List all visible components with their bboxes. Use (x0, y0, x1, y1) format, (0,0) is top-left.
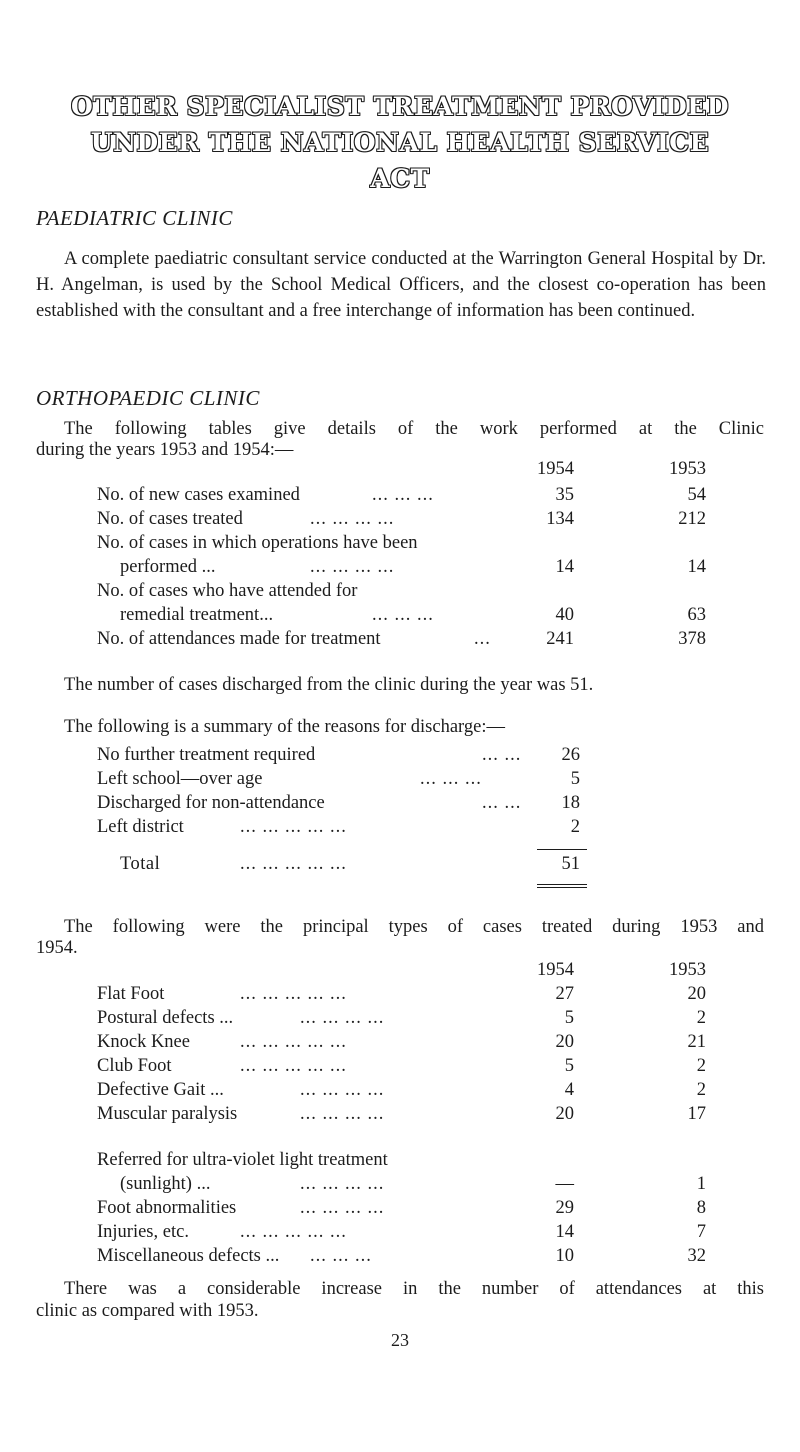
leader-dots: ... ... ... ... (300, 1104, 385, 1124)
value-1953: 17 (687, 1104, 706, 1124)
value-1954: 10 (555, 1246, 574, 1266)
row-label: No. of new cases examined (97, 485, 300, 505)
value-1954: 35 (555, 485, 574, 505)
total-label: Total (120, 854, 161, 874)
table-row (0, 1222, 800, 1248)
total-rule-bottom-1 (537, 884, 587, 885)
table-row (0, 1080, 800, 1106)
table-row (0, 984, 800, 1010)
orthopaedic-heading: ORTHOPAEDIC CLINIC (36, 386, 260, 410)
leader-dots: ... ... (482, 745, 522, 765)
table-row (0, 1056, 800, 1082)
type-label: Postural defects ... (97, 1008, 234, 1028)
value-1953: 7 (696, 1222, 706, 1242)
table-row (0, 533, 800, 559)
table-row (0, 509, 800, 535)
leader-dots: ... ... ... (372, 605, 434, 625)
row-label-continued: performed ... (120, 557, 216, 577)
value-1954: 20 (555, 1104, 574, 1124)
value-1953: 20 (687, 984, 706, 1004)
value-1953: 14 (687, 557, 706, 577)
reason-value: 5 (570, 769, 580, 789)
table2-col-1954: 1954 (537, 960, 574, 980)
value-1954: 5 (564, 1056, 574, 1076)
list-item (0, 745, 800, 771)
value-1954: 4 (564, 1080, 574, 1100)
row-label: No. of cases treated (97, 509, 243, 529)
table-row (0, 557, 800, 583)
value-1953: 32 (687, 1246, 706, 1266)
type-label: Defective Gait ... (97, 1080, 224, 1100)
list-item (0, 769, 800, 795)
value-1953: 2 (696, 1056, 706, 1076)
paediatric-heading: PAEDIATRIC CLINIC (36, 206, 233, 230)
reason-label: No further treatment required (97, 745, 316, 765)
type-label: Knock Knee (97, 1032, 190, 1052)
type-label: Flat Foot (97, 984, 165, 1004)
table-row (0, 1032, 800, 1058)
type-label: Miscellaneous defects ... (97, 1246, 280, 1266)
table-row (0, 1198, 800, 1224)
reason-value: 26 (561, 745, 580, 765)
value-1953: 54 (687, 485, 706, 505)
reason-value: 2 (570, 817, 580, 837)
type-label: Foot abnormalities (97, 1198, 237, 1218)
closing-line-2: clinic as compared with 1953. (36, 1301, 259, 1321)
leader-dots: ... ... ... ... ... (240, 1032, 347, 1052)
summary-intro: The following is a summary of the reasons for discharge:— (64, 717, 505, 737)
leader-dots: ... ... ... ... (300, 1080, 385, 1100)
value-1954: 29 (555, 1198, 574, 1218)
value-1953: 63 (687, 605, 706, 625)
value-1953: 2 (696, 1080, 706, 1100)
leader-dots: ... ... ... ... (300, 1174, 385, 1194)
table-row (0, 1150, 800, 1176)
leader-dots: ... ... ... (310, 1246, 372, 1266)
discharged-sentence: The number of cases discharged from the clinic during the year was 51. (64, 675, 594, 695)
value-1954: — (555, 1174, 574, 1194)
type-label: Injuries, etc. (97, 1222, 189, 1242)
table1-col-1954: 1954 (537, 459, 574, 479)
table2-col-1953: 1953 (669, 960, 706, 980)
value-1953: 2 (696, 1008, 706, 1028)
leader-dots: ... ... ... ... ... (240, 854, 347, 874)
value-1953: 212 (678, 509, 706, 529)
leader-dots: ... (474, 629, 491, 649)
leader-dots: ... ... ... ... ... (240, 1056, 347, 1076)
total-row (0, 854, 800, 880)
reason-label: Left school—over age (97, 769, 263, 789)
reason-label: Discharged for non-attendance (97, 793, 325, 813)
type-label: Referred for ultra-violet light treatment (97, 1150, 388, 1170)
leader-dots: ... ... ... (372, 485, 434, 505)
table-row (0, 1104, 800, 1130)
value-1954: 241 (546, 629, 574, 649)
paediatric-paragraph: A complete paediatric consultant service conducted at the Warrington General Hospital by Dr. H. Angelman, is used by the School Medical Officers, and the closest co-operation has been established with the consultant and a free interchange of information has been continued. (36, 249, 766, 321)
table-row (0, 605, 800, 631)
leader-dots: ... ... ... ... ... (240, 817, 347, 837)
value-1953: 8 (696, 1198, 706, 1218)
reason-value: 18 (561, 793, 580, 813)
total-value: 51 (561, 854, 580, 874)
page-title-line-3: ACT (370, 164, 430, 193)
leader-dots: ... ... ... ... (310, 557, 395, 577)
total-rule-bottom-2 (537, 887, 587, 888)
row-label: No. of cases who have attended for (97, 581, 358, 601)
row-label: No. of cases in which operations have been (97, 533, 418, 553)
table1-col-1953: 1953 (669, 459, 706, 479)
list-item (0, 817, 800, 843)
row-label: No. of attendances made for treatment (97, 629, 381, 649)
list-item (0, 793, 800, 819)
orthopaedic-intro-line-2: during the years 1953 and 1954:— (36, 440, 294, 460)
value-1953: 21 (687, 1032, 706, 1052)
leader-dots: ... ... ... ... (310, 509, 395, 529)
page-title-line-1: OTHER SPECIALIST TREATMENT PROVIDED (71, 92, 729, 121)
closing-line-1: There was a considerable increase in the number of attendances at this (64, 1279, 764, 1299)
table-row (0, 485, 800, 511)
table-row (0, 629, 800, 655)
type-label-continued: (sunlight) ... (120, 1174, 211, 1194)
page-number: 23 (391, 1330, 409, 1350)
value-1954: 14 (555, 557, 574, 577)
leader-dots: ... ... ... ... ... (240, 1222, 347, 1242)
value-1954: 20 (555, 1032, 574, 1052)
value-1954: 14 (555, 1222, 574, 1242)
table-row (0, 581, 800, 607)
value-1954: 5 (564, 1008, 574, 1028)
type-label: Club Foot (97, 1056, 172, 1076)
table-row (0, 1246, 800, 1272)
type-label: Muscular paralysis (97, 1104, 238, 1124)
value-1954: 40 (555, 605, 574, 625)
orthopaedic-intro-line-1: The following tables give details of the work performed at the Clinic (64, 419, 764, 439)
leader-dots: ... ... (482, 793, 522, 813)
leader-dots: ... ... ... ... (300, 1008, 385, 1028)
value-1954: 134 (546, 509, 574, 529)
leader-dots: ... ... ... (420, 769, 482, 789)
value-1953: 1 (696, 1174, 706, 1194)
table-row (0, 1174, 800, 1200)
row-label-continued: remedial treatment... (120, 605, 274, 625)
table-row (0, 1008, 800, 1034)
types-intro-line-2: 1954. (36, 938, 78, 958)
value-1954: 27 (555, 984, 574, 1004)
reason-label: Left district (97, 817, 184, 837)
leader-dots: ... ... ... ... (300, 1198, 385, 1218)
types-intro-line-1: The following were the principal types of cases treated during 1953 and (64, 917, 764, 937)
value-1953: 378 (678, 629, 706, 649)
leader-dots: ... ... ... ... ... (240, 984, 347, 1004)
total-rule-top (537, 849, 587, 850)
page-title-line-2: UNDER THE NATIONAL HEALTH SERVICE (90, 128, 710, 157)
